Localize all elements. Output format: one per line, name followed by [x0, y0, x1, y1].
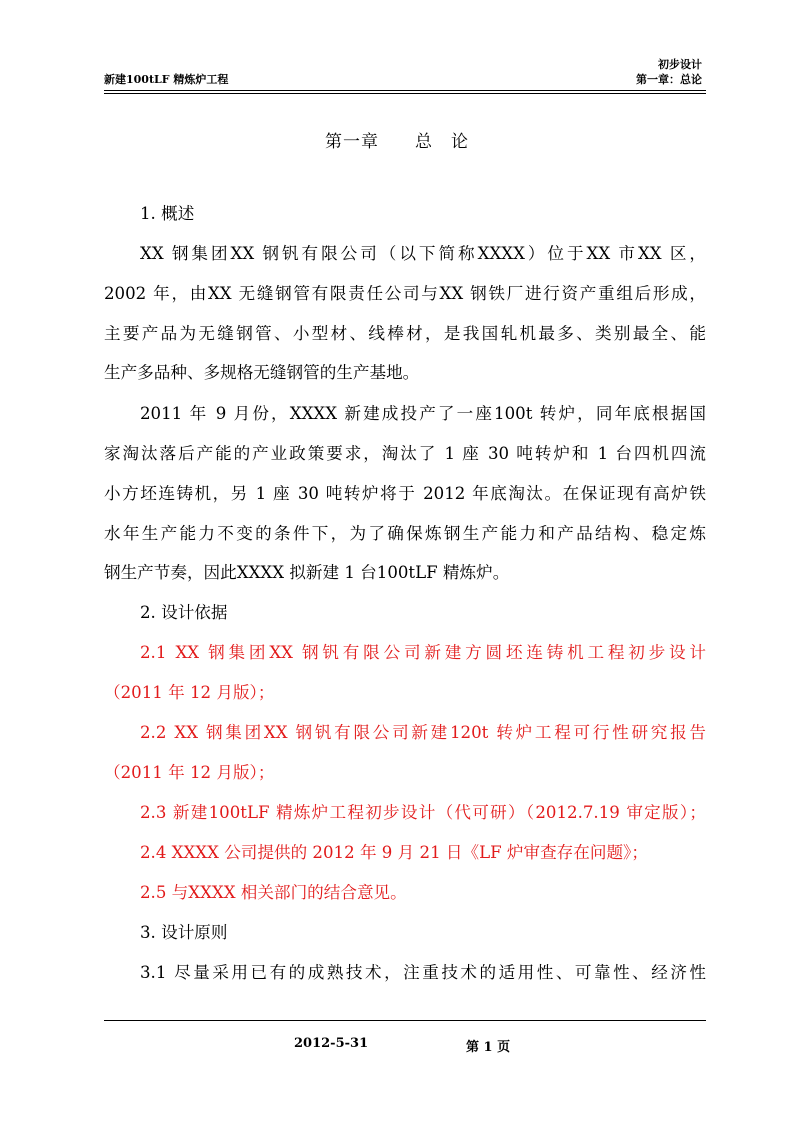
reference-item: 2.3 新建100tLF 精炼炉工程初步设计（代可研）（2012.7.19 审定版）；: [140, 803, 706, 822]
paragraph-line: 主要产品为无缝钢管、小型材、线棒材，是我国轧机最多、类别最全、能: [104, 324, 706, 343]
reference-item: （2011 年 12 月版）；: [104, 763, 275, 782]
section-heading-design-principles: 3. 设计原则: [140, 923, 228, 942]
footer-page-number: 第 1 页: [466, 1040, 511, 1055]
reference-item: 2.2 XX 钢集团XX 钢钒有限公司新建120t 转炉工程可行性研究报告: [140, 723, 706, 742]
paragraph-line: 家淘汰落后产能的产业政策要求，淘汰了 1 座 30 吨转炉和 1 台四机四流: [104, 444, 706, 463]
reference-item: 2.1 XX 钢集团XX 钢钒有限公司新建方圆坯连铸机工程初步设计: [140, 643, 706, 662]
paragraph-line: XX 钢集团XX 钢钒有限公司（以下简称XXXX）位于XX 市XX 区，: [140, 244, 706, 263]
reference-item: 2.4 XXXX 公司提供的 2012 年 9 月 21 日《LF 炉审查存在问题》；: [140, 843, 648, 862]
header-chapter: 第一章：总论: [636, 73, 702, 86]
section-heading-overview: 1. 概述: [140, 204, 195, 223]
paragraph-line: 生产多品种、多规格无缝钢管的生产基地。: [104, 363, 420, 382]
header-rule: [104, 90, 706, 91]
paragraph-line: 2002 年，由XX 无缝钢管有限责任公司与XX 钢铁厂进行资产重组后形成，: [104, 284, 706, 303]
reference-item: 2.5 与XXXX 相关部门的结合意见。: [140, 883, 407, 902]
chapter-title: 第一章 总 论: [325, 132, 469, 152]
header-project-name: 新建100tLF 精炼炉工程: [104, 73, 229, 86]
paragraph-line: 2011 年 9 月份，XXXX 新建成投产了一座100t 转炉，同年底根据国: [140, 404, 706, 423]
header-doc-type: 初步设计: [658, 58, 702, 71]
reference-item: （2011 年 12 月版）；: [104, 683, 275, 702]
footer-date: 2012-5-31: [294, 1036, 369, 1051]
footer-rule: [104, 1020, 706, 1021]
paragraph-line: 钢生产节奏，因此XXXX 拟新建 1 台100tLF 精炼炉。: [104, 563, 510, 582]
paragraph-line: 水年生产能力不变的条件下，为了确保炼钢生产能力和产品结构、稳定炼: [104, 524, 706, 543]
section-heading-design-basis: 2. 设计依据: [140, 603, 228, 622]
paragraph-line: 小方坯连铸机，另 1 座 30 吨转炉将于 2012 年底淘汰。在保证现有高炉铁: [104, 484, 706, 503]
paragraph-line: 3.1 尽量采用已有的成熟技术，注重技术的适用性、可靠性、经济性: [140, 963, 706, 982]
header-rule-thin: [104, 93, 706, 94]
